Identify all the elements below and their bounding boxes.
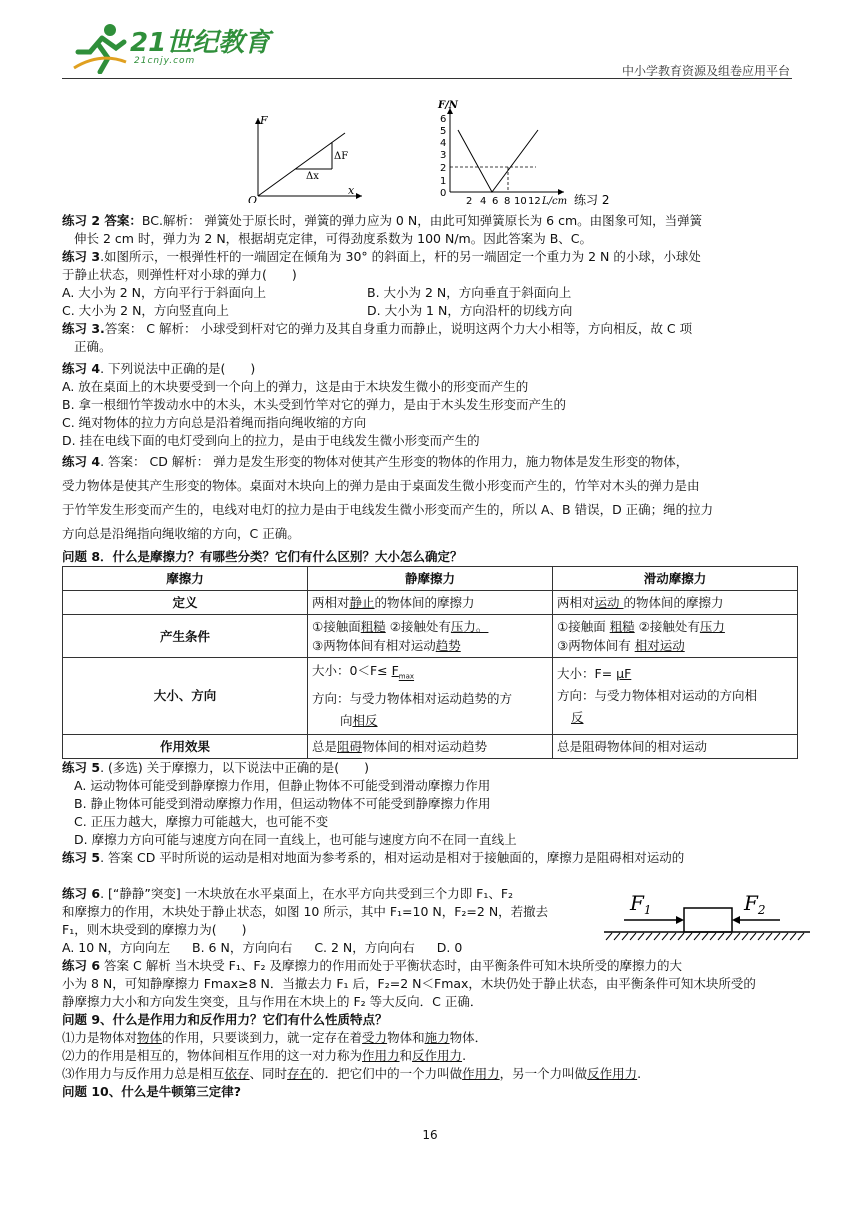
table-header: 摩擦力 (63, 567, 308, 591)
x-tick: 10 (514, 196, 527, 207)
option-d: D. 大小为 1 N，方向沿杆的切线方向 (367, 303, 573, 318)
x-tick: 4 (480, 196, 487, 207)
q9-line-1: ⑴力是物体对物体的作用，只要谈到力，就一定存在着受力物体和施力物体． (62, 1029, 488, 1045)
x-tick: 6 (492, 196, 499, 207)
option-a: A. 10 N，方向向左 (62, 939, 171, 955)
origin-label: O (248, 194, 258, 203)
ex4-answer: 练习 4. 答案： CD 解析： 弹力是发生形变的物体对使其产生形变的物体的作用力，施力物体是发生形变的物体， 受力物体是使其产生形变的物体。桌面对木块向上的弹力是由于桌面发生微小形变而产生的，竹竿对木头的弹力是由 于竹竿发生形变而产生的，电线对电灯的拉力是由于电线发生微小形变而产生的，所以 A、B 错误，D 正确；绳的拉力 方向总是沿绳指向绳收缩的方向，C 正确。 (62, 454, 714, 541)
option-c: C. 正压力越大，摩擦力可能越大，也可能不变 (74, 813, 329, 829)
option-a: A. 大小为 2 N，方向平行于斜面向上 (62, 285, 267, 300)
option-d: D. 摩擦力方向可能与速度方向在同一直线上，也可能与速度方向不在同一直线上 (74, 831, 517, 847)
y-tick: 4 (440, 138, 447, 149)
block-force-figure (600, 884, 812, 944)
y-tick: 6 (440, 114, 447, 125)
figure-caption: 练习 2 (574, 193, 610, 207)
ex2-answer: 练习 2 答案：BC.解析： 弹簧处于原长时，弹簧的弹力应为 0 N，由此可知弹簧原长为 6 cm。由图象可知，当弹簧 (62, 213, 703, 228)
page-content: 练习 2 答案：BC.解析： 弹簧处于原长时，弹簧的弹力应为 0 N，由此可知弹簧原长为 6 cm。由图象可知，当弹簧 伸长 2 cm 时，弹力为 2 N，根据胡克定律，可得劲度系数为 100 N/m。因此答案为 B、C。 练习 3.如图所示，一根弹性杆的一端固定在倾角为 30° 的斜面上，杆的另一端固定一个重力为 2 N 的小球，小球处 于静止状态，则弹性杆对小球的弹力( ) A. 大小为 2 N，方向平行于斜面向上 B. 大小为 2 N，方向垂直于斜面向上 C. 大小为 2 N，方向竖直向上 D. 大小为 1 N，方向沿杆的切线方向 练习 3.答案： C 解析： 小球受到杆对它的弹力及其自身重力而静止，说明这两个力大小相等，方向相反，故 C 项 正确。 练习 4. 下列说法中正确的是( ) A. 放在桌面上的木块要受到一个向上的弹力，这是由于木块发生微小的形变而产生的 B. 拿一根细竹竿拨动水中的木头，木头受到竹竿对它的弹力，是由于木头发生形变而产生的 C. 绳对物体的拉力方向总是沿着绳而指向绳收缩的方向 D. 挂在电线下面的电灯受到向上的拉力，是由于电线发生微小形变而产生的 练习 4. 答案： CD 解析： 弹力是发生形变的物体对使其产生形变的物体的作用力，施力物体是发生形变的物体， 受力物体是使其产生形变的物体。桌面对木块向上的弹力是由于桌面发生微小形变而产生的，竹竿对木头的弹力是由 于竹竿发生形变而产生的，电线对电灯的拉力是由于电线发生微小形变而产生的，所以 A、B 错误，D 正确；绳的拉力 方向总是沿绳指向绳收缩的方向，C 正确。 问题 8．什么是摩擦力？有哪些分类？它们有什么区别？大小怎么确定？ 摩擦力 静摩擦力 滑动摩擦力 定义 两相对静止的物体间的摩擦力 两相对运动 的物体间的摩擦力 产生条件 ①接触面粗糙 ②接触处有压力。 ③两物体间有相对运动趋势 ①接触面 粗糙 ②接触处有压力 ③两物体间有 相对运动 大小、方向 大小：$0<F\le F_{max}$ 方向：与受力物体相对运动趋势的方 向相反 大小：F= μF 方向：与受力物体相对运动的方向相 反 作用效果 总是阻碍物体间的相对运动趋势 总是阻碍物体间的相对运动 练习 5. (多选) 关于摩擦力，以下说法中正确的是( ) A. 运动物体可能受到静摩擦力作用，但静止物体不可能受到滑动摩擦力作用 B. 静止物体可能受到滑动摩擦力作用，但运动物体不可能受到静摩擦力作用 C. 正压力越大，摩擦力可能越大，也可能不变 D. 摩擦力方向可能与速度方向在同一直线上，也可能与速度方向不在同一直线上 练习 5. 答案 CD 平时所说的运动是相对地面为参考系的，相对运动是相对于接触面的，摩擦力是阻碍相对运动的 练习 6. [“静静”突变] 一木块放在水平桌面上，在水平方向共受到三个力即 F₁、F₂ 和摩擦力的作用，木块处于静止状态，如图 10 所示，其中 F₁=10 N，F₂=2 N，若撤去 F₁，则木块受到的摩擦力为( ) A. 10 N，方向向左 B. 6 N，方向向右 C. 2 N，方向向右 D. 0 练习 6 答案 C 解析 当木块受 F₁、F₂ 及摩擦力的作用而处于平衡状态时，由平衡条件可知木块所受的摩擦力的大 小为 8 N，可知静摩擦力 Fmax≥8 N．当撤去力 F₁ 后，F₂=2 N＜Fmax，木块仍处于静止状态，由平衡条件可知木块所受的 静摩擦力大小和方向发生突变，且与作用在木块上的 F₂ 等大反向．C 正确． 问题 9、什么是作用力和反作用力？它们有什么性质特点？ ⑴力是物体对物体的作用，只要谈到力，就一定存在着受力物体和施力物体． ⑵力的作用是相互的，物体间相互作用的这一对力称为作用力和反作用力. ⑶作用力与反作用力总是相互依存、同时存在的．把它们中的一个力叫做作用力，另一个力叫做反作用力. 问题 10、什么是牛顿第三定律? (62, 212, 798, 1101)
site-logo (72, 22, 272, 78)
option-b: B. 静止物体可能受到滑动摩擦力作用，但运动物体不可能受到静摩擦力作用 (74, 795, 491, 811)
question-8-title: 问题 8．什么是摩擦力？有哪些分类？它们有什么区别？大小怎么确定？ (62, 549, 463, 564)
table-row: 大小、方向 大小：$0<F\le F_{max}$ 方向：与受力物体相对运动趋势的方 向相反 大小：F= μF 方向：与受力物体相对运动的方向相 反 (63, 658, 798, 735)
ex3-question: 练习 3.如图所示，一根弹性杆的一端固定在倾角为 30° 的斜面上，杆的另一端固定一个重力为 2 N 的小球，小球处 (62, 249, 701, 264)
spring-force-graph (240, 108, 370, 203)
option-d: D. 0 (436, 939, 463, 955)
ex3-question-cont: 于静止状态，则弹性杆对小球的弹力( ) (62, 267, 297, 282)
x-tick: 2 (466, 196, 473, 207)
q9-line-2: ⑵力的作用是相互的，物体间相互作用的这一对力称为作用力和反作用力. (62, 1047, 467, 1063)
axis-lcm-label: L/cm (542, 196, 568, 207)
y-tick: 5 (440, 126, 447, 137)
runner-icon (72, 22, 128, 74)
option-c: C. 2 N，方向向右 (314, 939, 415, 955)
page-number: 16 (422, 1128, 438, 1142)
table-header: 滑动摩擦力 (553, 567, 798, 591)
option-c: C. 绳对物体的拉力方向总是沿着绳而指向绳收缩的方向 (62, 415, 367, 430)
option-a: A. 放在桌面上的木块要受到一个向上的弹力，这是由于木块发生微小的形变而产生的 (62, 379, 529, 394)
axis-f-label: F (260, 114, 268, 127)
y-ticks (440, 114, 446, 199)
logo-subtext: 21cnjy.com (134, 56, 196, 66)
ex5-answer: 练习 5. 答案 CD 平时所说的运动是相对地面为参考系的，相对运动是相对于接触面的，摩擦力是阻碍相对运动的 (62, 849, 685, 865)
header-divider (62, 78, 792, 79)
x-tick: 12 (528, 196, 541, 207)
ex3-answer-cont: 正确。 (74, 339, 112, 354)
x-ticks (466, 196, 541, 207)
delta-x-label: Δx (306, 171, 319, 182)
option-b: B. 大小为 2 N，方向垂直于斜面向上 (367, 285, 572, 300)
y-tick: 1 (440, 176, 447, 187)
option-c: C. 大小为 2 N，方向竖直向上 (62, 303, 229, 318)
f2-label: $F_2$ (744, 891, 766, 917)
force-length-graph (428, 100, 628, 208)
y-tick: 0 (440, 188, 447, 199)
question-10-title: 问题 10、什么是牛顿第三定律? (62, 1083, 241, 1099)
option-b: B. 拿一根细竹竿拨动水中的木头，木头受到竹竿对它的弹力，是由于木头发生形变而产生的 (62, 397, 567, 412)
ex3-answer: 练习 3.答案： C 解析： 小球受到杆对它的弹力及其自身重力而静止，说明这两个力大小相等，方向相反，故 C 项 (62, 321, 693, 336)
ex5-question: 练习 5. (多选) 关于摩擦力，以下说法中正确的是( ) (62, 759, 369, 775)
ex6-answer: 练习 6 答案 C 解析 当木块受 F₁、F₂ 及摩擦力的作用而处于平衡状态时，由平衡条件可知木块所受的摩擦力的大 (62, 957, 683, 973)
option-d: D. 挂在电线下面的电灯受到向上的拉力，是由于电线发生微小形变而产生的 (62, 433, 480, 448)
table-row: 产生条件 ①接触面粗糙 ②接触处有压力。 ③两物体间有相对运动趋势 ①接触面 粗糙 ②接触处有压力 ③两物体间有 相对运动 (63, 615, 798, 658)
ex2-answer-cont: 伸长 2 cm 时，弹力为 2 N，根据胡克定律，可得劲度系数为 100 N/m。因此答案为 B、C。 (74, 231, 592, 246)
friction-table (62, 566, 798, 759)
ex6-question: 练习 6. [“静静”突变] 一木块放在水平桌面上，在水平方向共受到三个力即 F₁、F₂ 和摩擦力的作用，木块处于静止状态，如图 10 所示，其中 F₁=10 N，F₂=2 N，若撤去 F₁，则木块受到的摩擦力为( ) (62, 885, 549, 937)
logo-text: 21世纪教育 (130, 28, 271, 58)
axis-fn-label: F/N (438, 100, 458, 111)
y-tick: 3 (440, 150, 447, 161)
ex4-question: 练习 4. 下列说法中正确的是( ) (62, 361, 256, 376)
table-row: 定义 两相对静止的物体间的摩擦力 两相对运动 的物体间的摩擦力 (63, 591, 798, 615)
option-b: B. 6 N，方向向右 (192, 939, 293, 955)
q9-line-3: ⑶作用力与反作用力总是相互依存、同时存在的．把它们中的一个力叫做作用力，另一个力叫做反作用力. (62, 1065, 642, 1081)
f1-label: $F_1$ (630, 891, 652, 917)
delta-f-label: ΔF (334, 151, 349, 162)
platform-name: 中小学教育资源及组卷应用平台 (621, 64, 790, 78)
question-9-title: 问题 9、什么是作用力和反作用力？它们有什么性质特点？ (62, 1011, 388, 1027)
table-header: 静摩擦力 (308, 567, 553, 591)
option-a: A. 运动物体可能受到静摩擦力作用，但静止物体不可能受到滑动摩擦力作用 (74, 777, 491, 793)
table-row: 作用效果 总是阻碍物体间的相对运动趋势 总是阻碍物体间的相对运动 (63, 734, 798, 758)
axis-x-label: x (348, 184, 355, 197)
x-tick: 8 (504, 196, 511, 207)
y-tick: 2 (440, 163, 447, 174)
